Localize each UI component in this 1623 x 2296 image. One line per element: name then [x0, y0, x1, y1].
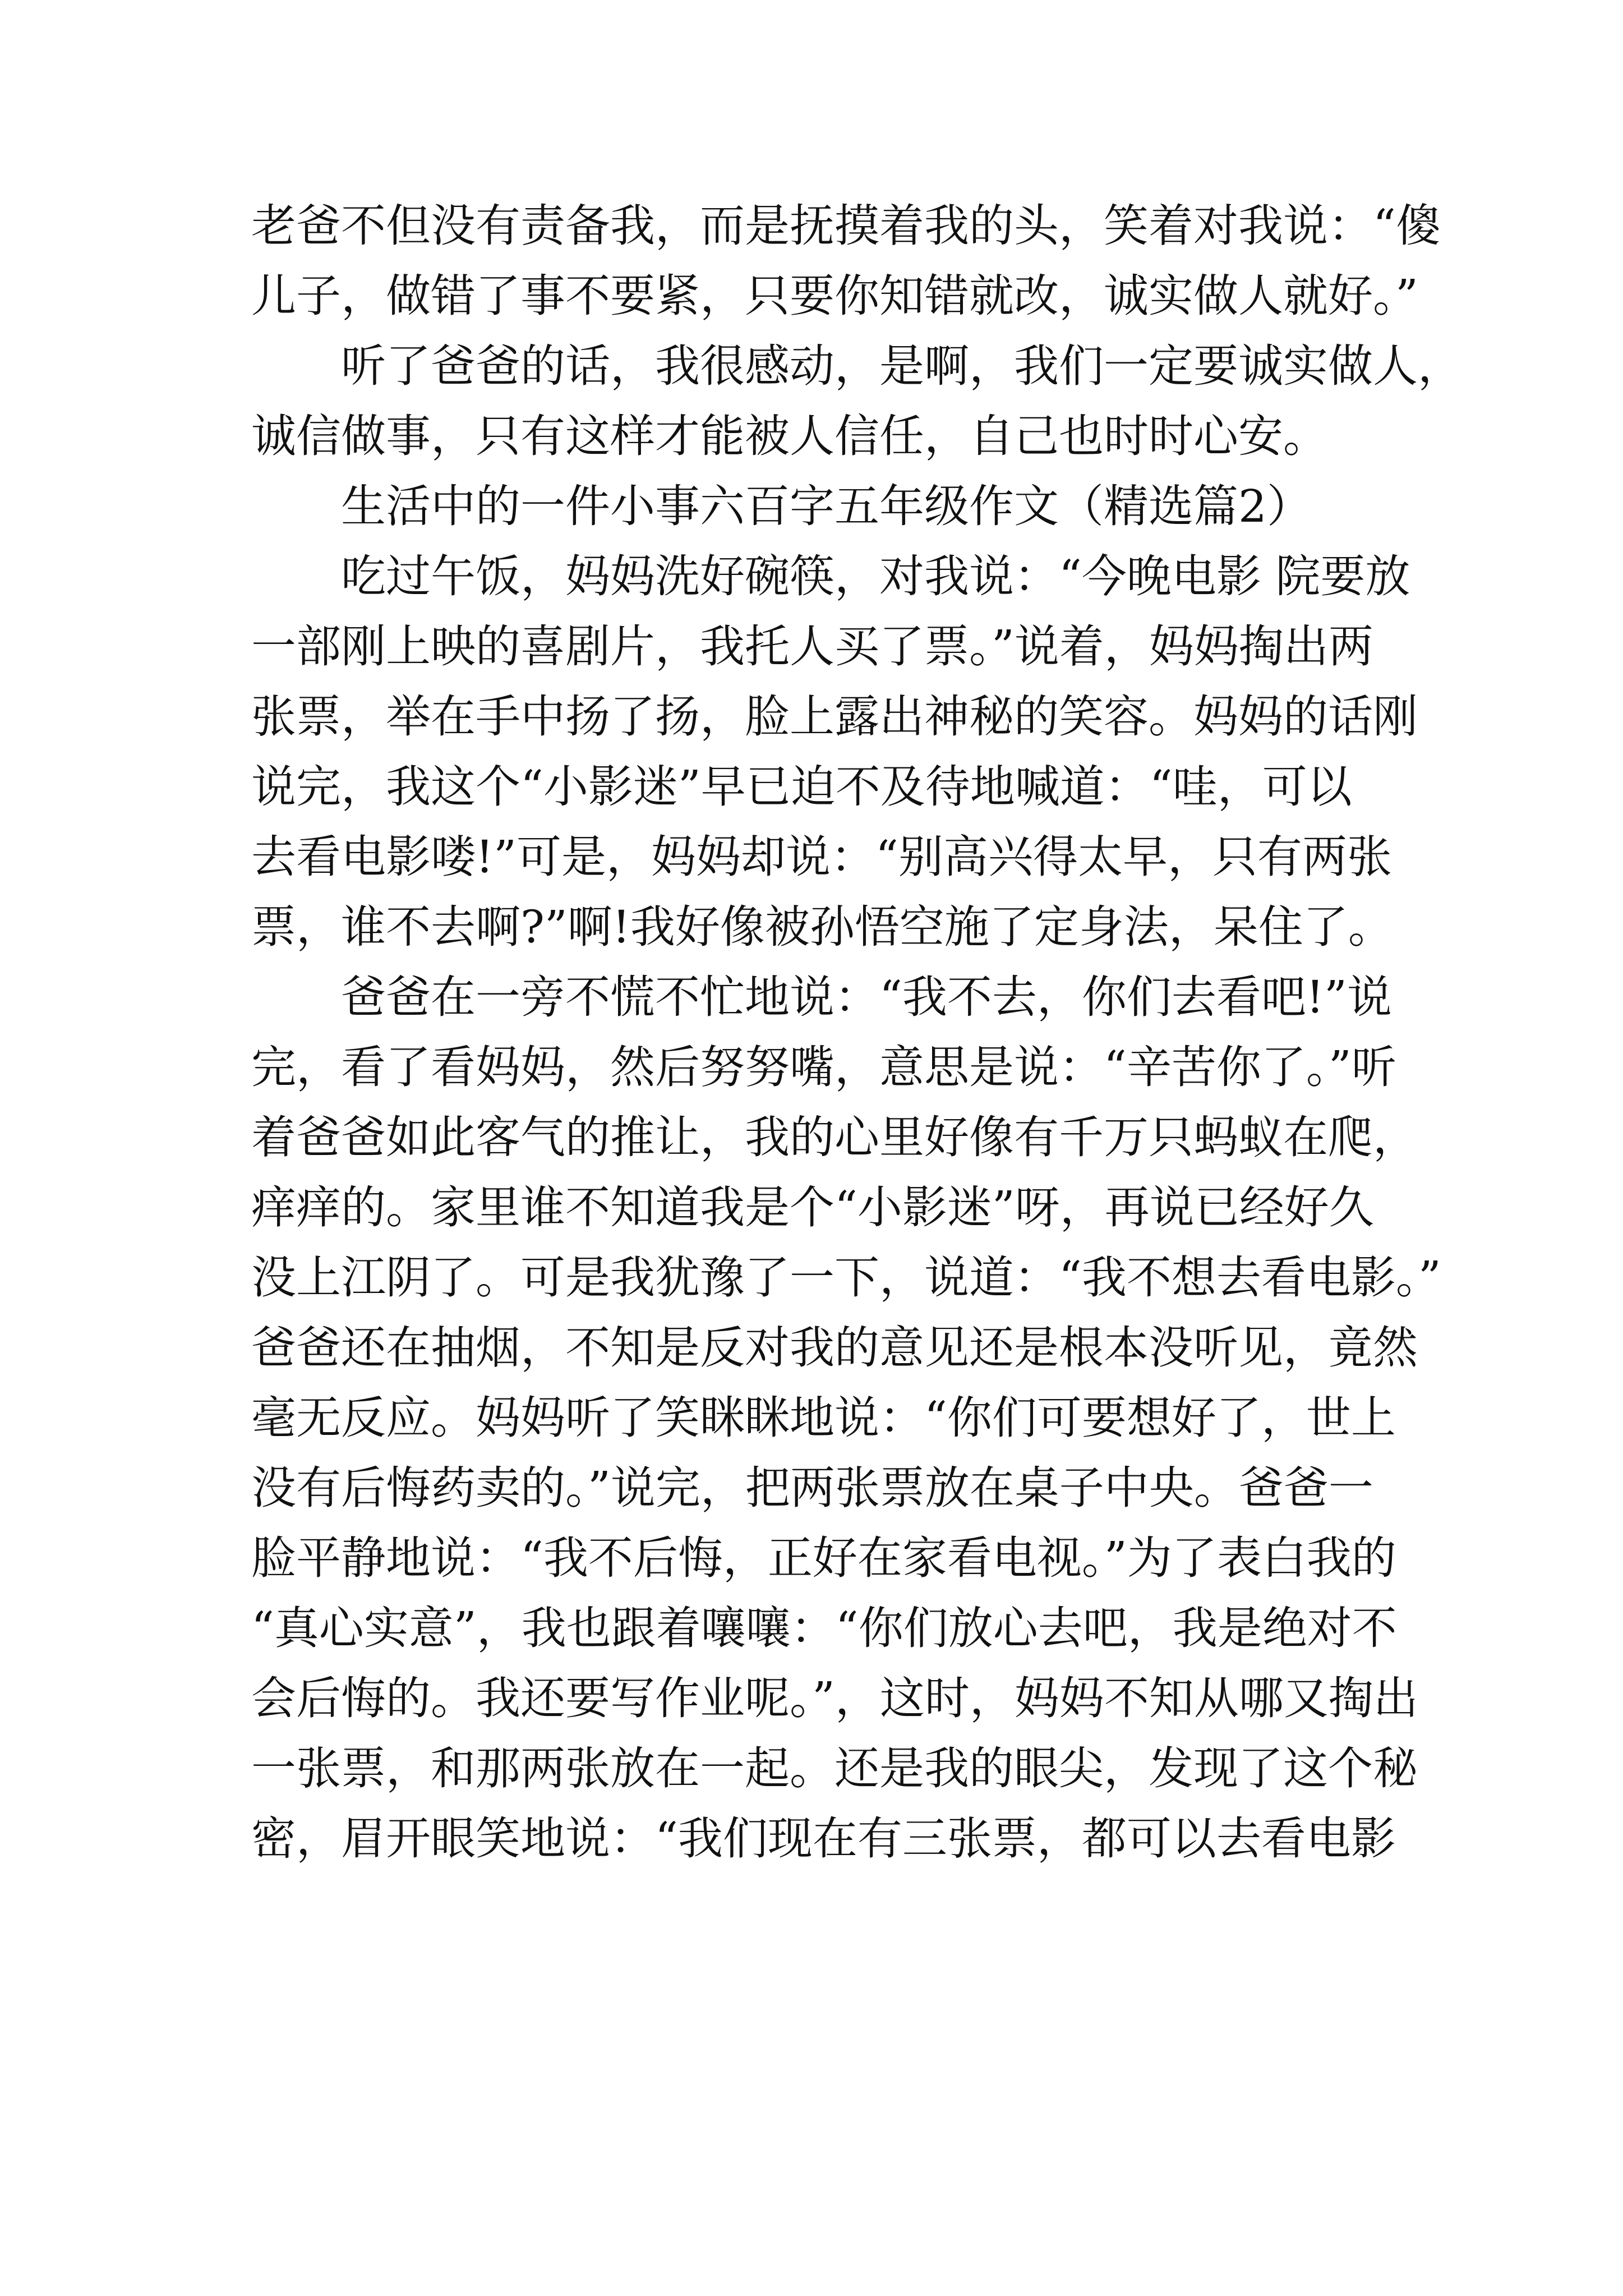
text-line: 毫无反应。妈妈听了笑眯眯地说：“你们可要想好了，世上 — [251, 1392, 1396, 1444]
text-line: 一部刚上映的喜剧片，我托人买了票。”说着，妈妈掏出两 — [251, 620, 1373, 673]
text-line: 没有后悔药卖的。”说完，把两张票放在桌子中央。爸爸一 — [251, 1462, 1373, 1514]
text-line: 完，看了看妈妈，然后努努嘴，意思是说：“辛苦你了。”听 — [251, 1041, 1396, 1093]
text-line: 会后悔的。我还要写作业呢。”，这时，妈妈不知从哪又掏出 — [251, 1672, 1418, 1724]
text-line: 老爸不但没有责备我，而是抚摸着我的头，笑着对我说：“傻 — [251, 200, 1441, 252]
text-line: 脸平静地说：“我不后悔，正好在家看电视。”为了表白我的 — [251, 1532, 1396, 1584]
text-line: 吃过午饭，妈妈洗好碗筷，对我说：“今晚电影 院要放 — [251, 550, 1410, 602]
text-line: 没上江阴了。可是我犹豫了一下，说道：“我不想去看电影。” — [251, 1251, 1441, 1304]
text-line: 去看电影喽!”可是，妈妈却说：“别高兴得太早，只有两张 — [251, 831, 1392, 883]
text-line: “真心实意”，我也跟着嚷嚷：“你们放心去吧，我是绝对不 — [251, 1602, 1397, 1654]
text-line: 爸爸还在抽烟，不知是反对我的意见还是根本没听见，竟然 — [251, 1322, 1418, 1374]
text-line: 说完，我这个“小影迷”早已迫不及待地喊道：“哇，可以 — [251, 761, 1352, 813]
text-line: 痒痒的。家里谁不知道我是个“小影迷”呀，再说已经好久 — [251, 1181, 1374, 1234]
text-line: 着爸爸如此客气的推让，我的心里好像有千万只蚂蚁在爬， — [251, 1111, 1418, 1163]
section-heading: 生活中的一件小事六百字五年级作文（精选篇2） — [251, 480, 1312, 532]
text-line: 票，谁不去啊?”啊!我好像被孙悟空施了定身法，呆住了。 — [251, 901, 1393, 953]
text-line: 儿子，做错了事不要紧，只要你知错就改，诚实做人就好。” — [251, 270, 1418, 322]
text-line: 一张票，和那两张放在一起。还是我的眼尖，发现了这个秘 — [251, 1742, 1418, 1795]
text-line: 诚信做事，只有这样才能被人信任，自己也时时心安。 — [251, 410, 1328, 462]
document-body — [251, 191, 1463, 1874]
text-line: 密，眉开眼笑地说：“我们现在有三张票，都可以去看电影 — [251, 1812, 1396, 1865]
text-line: 听了爸爸的话，我很感动，是啊，我们一定要诚实做人， — [251, 340, 1463, 392]
text-line: 张票，举在手中扬了扬，脸上露出神秘的笑容。妈妈的话刚 — [251, 691, 1418, 743]
text-line: 爸爸在一旁不慌不忙地说：“我不去，你们去看吧!”说 — [251, 971, 1392, 1023]
